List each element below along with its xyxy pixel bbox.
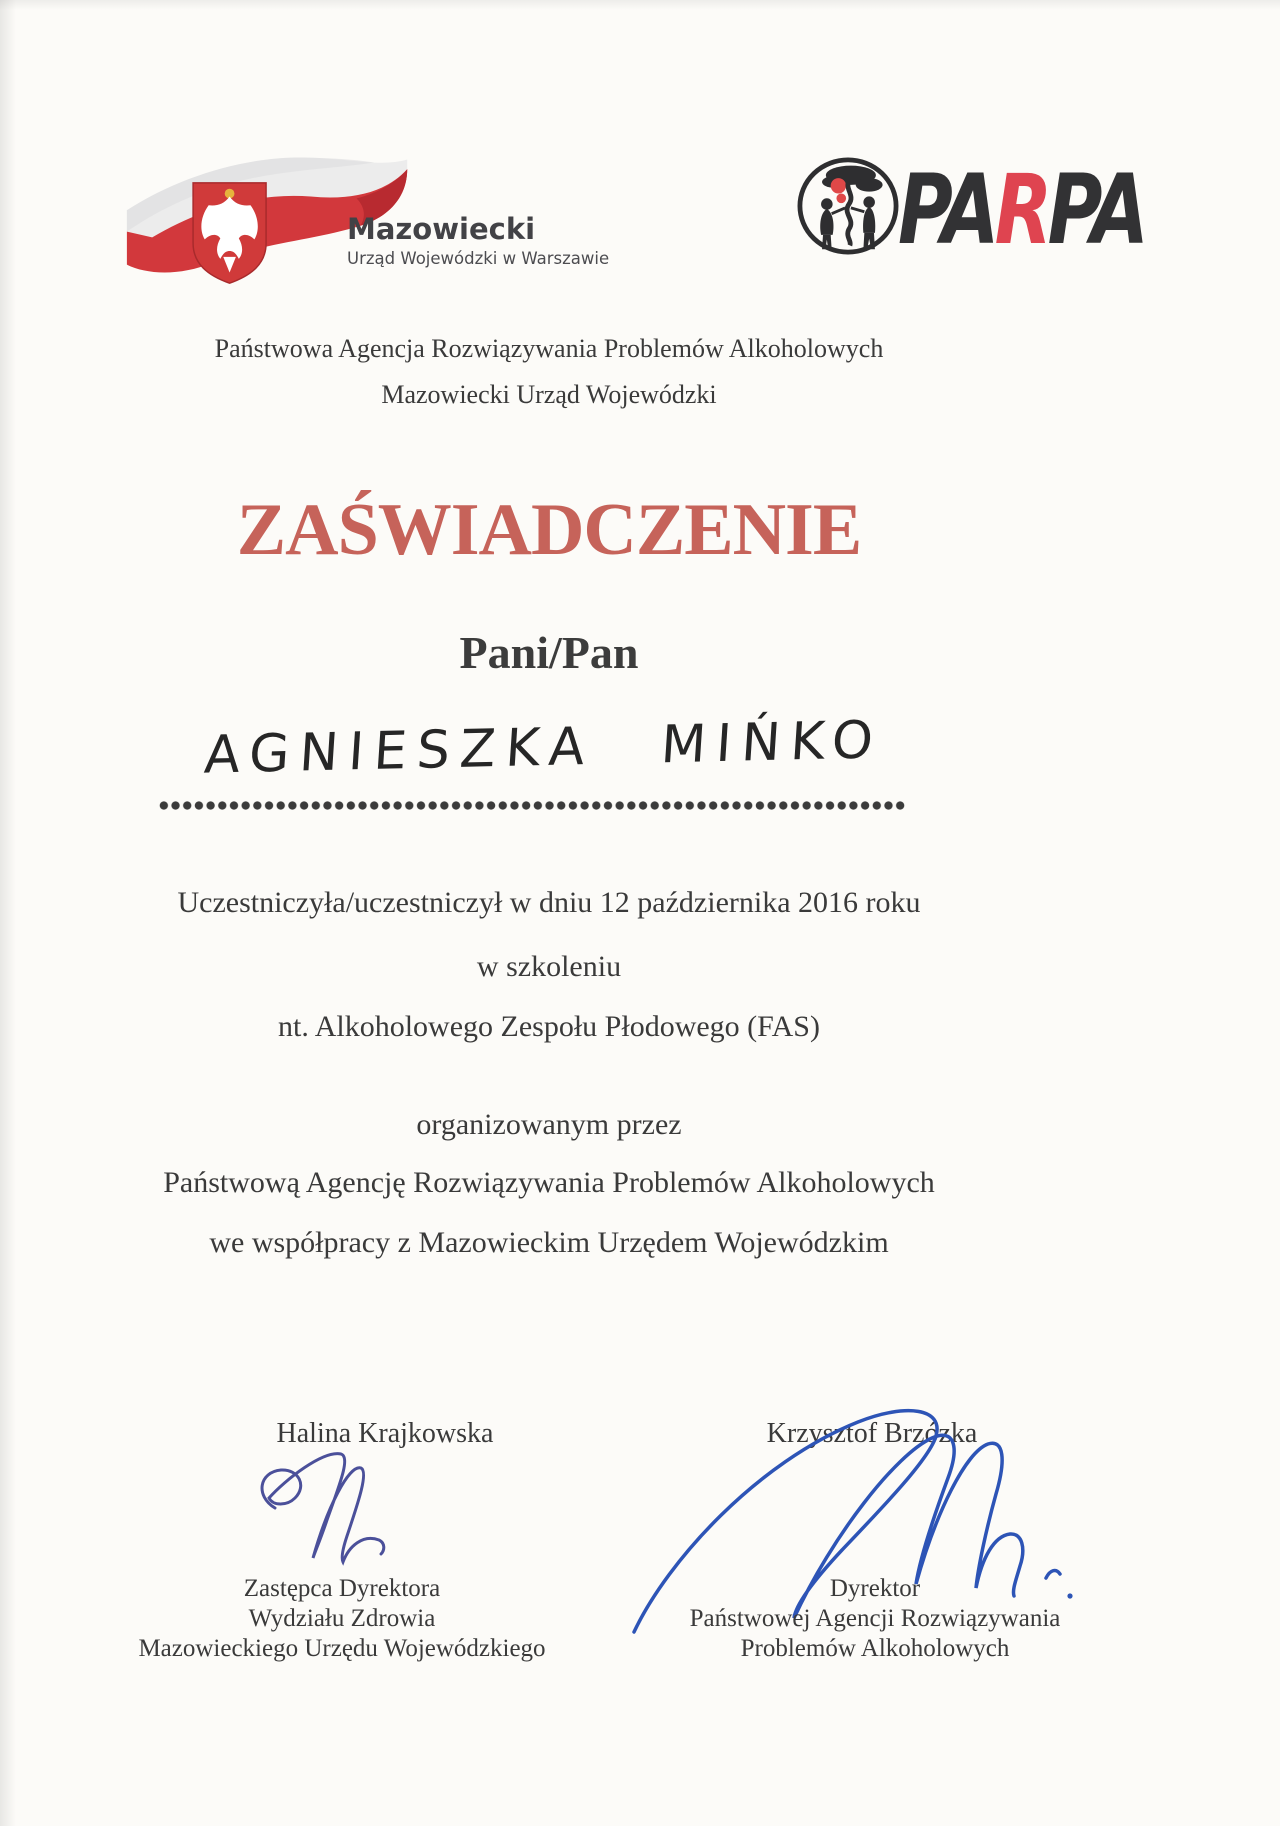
organisation-line-2: Mazowiecki Urząd Wojewódzki [381, 380, 717, 409]
parpa-logo-wordmark [898, 154, 1145, 266]
signer-title-right [690, 1574, 1061, 1664]
body-line-training: w szkoleniu [476, 950, 622, 983]
parpa-adam-eve-tree-icon [795, 156, 901, 256]
body-line-cooperation: we współpracy z Mazowieckim Urzędem Wojewódzkim [209, 1226, 889, 1259]
signer-title-left [138, 1574, 545, 1664]
signer-title-right-line2: Państwowej Agencji Rozwiązywania [689, 1605, 1061, 1632]
certificate-title: ZAŚWIADCZENIE [236, 489, 862, 571]
signer-title-right-line3: Problemów Alkoholowych [740, 1635, 1010, 1662]
body-line-participation: Uczestniczyła/uczestniczył w dniu 12 października 2016 roku [177, 886, 921, 919]
mazowiecki-logo-subtitle: Urząd Wojewódzki w Warszawie [347, 249, 610, 269]
parpa-letter-r-ribbon: R [994, 154, 1048, 266]
mazowiecki-logo-title: Mazowiecki [347, 212, 536, 246]
signer-title-left-line1: Zastępca Dyrektora [243, 1575, 441, 1602]
parpa-letters-pa1: PA [898, 154, 995, 266]
signer-title-right-line1: Dyrektor [829, 1575, 921, 1602]
mazowiecki-logo-text [347, 214, 609, 268]
signer-name-left: Halina Krajkowska [276, 1418, 494, 1449]
scan-edge-shading-top [0, 0, 1280, 10]
signer-title-left-line3: Mazowieckiego Urzędu Wojewódzkiego [138, 1635, 546, 1662]
body-line-topic: nt. Alkoholowego Zespołu Płodowego (FAS) [278, 1010, 820, 1043]
body-line-organized-by: organizowanym przez [416, 1108, 682, 1141]
recipient-label: Pani/Pan [459, 627, 639, 678]
signer-title-left-line2: Wydziału Zdrowia [248, 1605, 436, 1632]
scan-edge-shading [0, 0, 16, 1826]
handwritten-name: AGNIESZKA MIŃKO [202, 710, 885, 786]
organisation-line-1: Państwowa Agencja Rozwiązywania Problemów Alkoholowych [214, 334, 884, 363]
signer-name-right: Krzysztof Brzózka [766, 1418, 978, 1449]
signature-ink-left [245, 1446, 495, 1586]
parpa-letters-pa2: PA [1047, 154, 1145, 266]
body-line-agency: Państwową Agencję Rozwiązywania Problemów Alkoholowych [163, 1166, 935, 1199]
name-dotted-line [158, 799, 906, 812]
